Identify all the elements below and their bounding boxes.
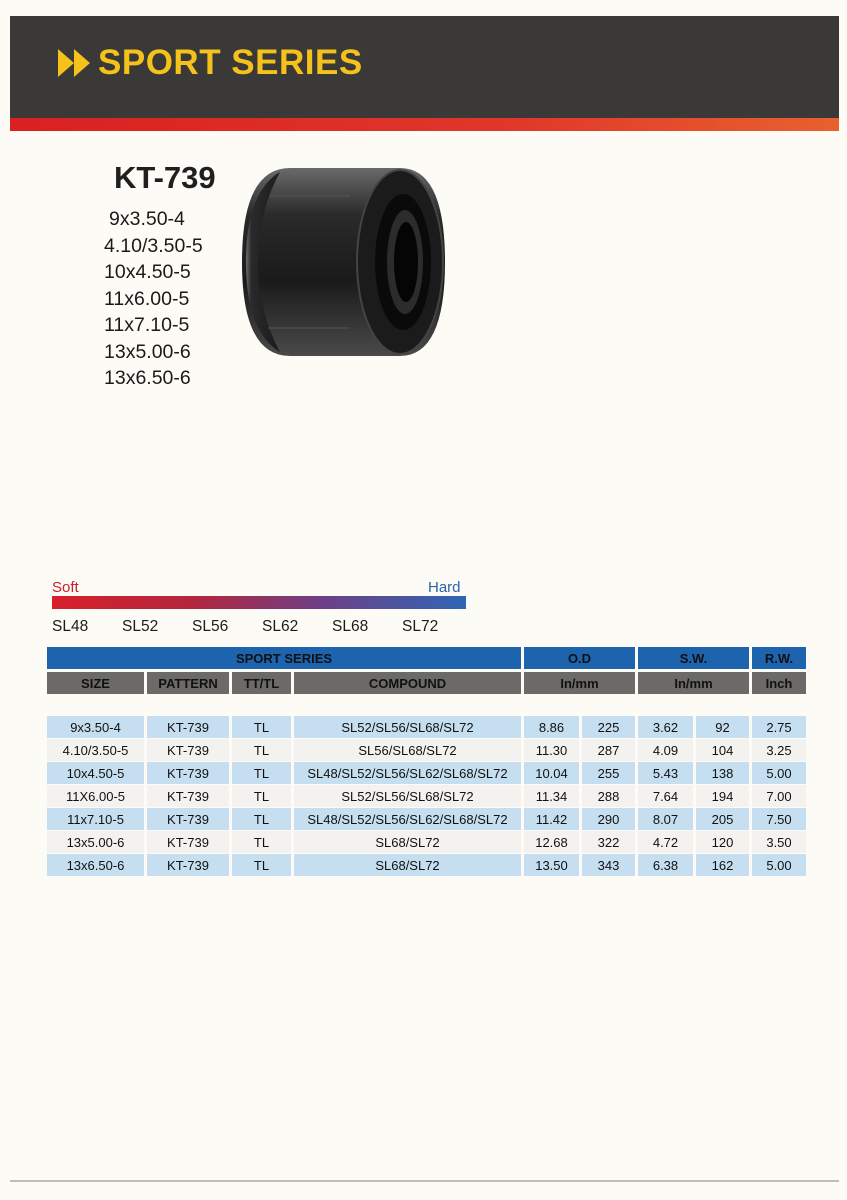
cell-tttl: TL [232, 739, 291, 762]
cell-od-mm: 322 [582, 831, 635, 854]
cell-od-in: 10.04 [524, 762, 579, 785]
table-column-header [47, 669, 806, 694]
cell-pattern: KT-739 [147, 831, 229, 854]
table-group-header [47, 647, 806, 669]
cell-sw-in: 4.72 [638, 831, 693, 854]
cell-pattern: KT-739 [147, 762, 229, 785]
table-row [47, 785, 806, 808]
size-item: 13x6.50-6 [104, 367, 191, 389]
cell-size: 11x7.10-5 [47, 808, 144, 831]
cell-od-mm: 225 [582, 716, 635, 739]
size-item: 4.10/3.50-5 [104, 234, 203, 257]
cell-compound: SL48/SL52/SL56/SL62/SL68/SL72 [294, 762, 521, 785]
cell-rw: 7.50 [752, 808, 806, 831]
cell-sw-mm: 205 [696, 808, 749, 831]
pattern-header: PATTERN [147, 669, 229, 694]
cell-tttl: TL [232, 762, 291, 785]
cell-od-mm: 288 [582, 785, 635, 808]
series-title: SPORT SERIES [98, 43, 363, 82]
compound-label: SL62 [262, 618, 299, 635]
od-unit-header: In/mm [524, 669, 635, 694]
cell-compound: SL52/SL56/SL68/SL72 [294, 785, 521, 808]
table-row [47, 808, 806, 831]
cell-od-mm: 287 [582, 739, 635, 762]
series-header: SPORT SERIES [47, 647, 521, 669]
size-header: SIZE [47, 669, 144, 694]
double-arrow-icon [58, 49, 90, 77]
size-list [104, 206, 203, 392]
table-row [47, 716, 806, 739]
cell-od-mm: 343 [582, 854, 635, 877]
tttl-header: TT/TL [232, 669, 291, 694]
cell-sw-in: 6.38 [638, 854, 693, 877]
cell-sw-mm: 92 [696, 716, 749, 739]
scale-soft-label: Soft [52, 579, 79, 596]
scale-hard-label: Hard [428, 579, 461, 596]
cell-od-in: 11.42 [524, 808, 579, 831]
cell-tttl: TL [232, 785, 291, 808]
cell-size: 13x5.00-6 [47, 831, 144, 854]
cell-od-in: 8.86 [524, 716, 579, 739]
size-item: 11x7.10-5 [104, 314, 190, 336]
cell-sw-mm: 138 [696, 762, 749, 785]
size-item: 11x6.00-5 [104, 287, 190, 310]
cell-od-in: 12.68 [524, 831, 579, 854]
table-row [47, 762, 806, 785]
cell-sw-mm: 194 [696, 785, 749, 808]
cell-compound: SL48/SL52/SL56/SL62/SL68/SL72 [294, 808, 521, 831]
cell-sw-in: 7.64 [638, 785, 693, 808]
table-row [47, 739, 806, 762]
cell-rw: 3.50 [752, 831, 806, 854]
page-title [58, 43, 363, 83]
cell-pattern: KT-739 [147, 739, 229, 762]
sw-unit-header: In/mm [638, 669, 749, 694]
table-row [47, 854, 806, 877]
cell-tttl: TL [232, 808, 291, 831]
cell-tttl: TL [232, 716, 291, 739]
cell-sw-in: 5.43 [638, 762, 693, 785]
cell-sw-in: 3.62 [638, 716, 693, 739]
sw-header: S.W. [638, 647, 749, 669]
footer-rule [10, 1180, 839, 1182]
compound-scale [52, 618, 472, 636]
cell-rw: 3.25 [752, 739, 806, 762]
cell-od-mm: 290 [582, 808, 635, 831]
cell-size: 13x6.50-6 [47, 854, 144, 877]
cell-od-in: 13.50 [524, 854, 579, 877]
size-item: 9x3.50-4 [109, 208, 185, 230]
cell-size: 10x4.50-5 [47, 762, 144, 785]
accent-stripe [10, 118, 839, 131]
tire-image [240, 162, 450, 362]
cell-od-mm: 255 [582, 762, 635, 785]
spec-table [44, 647, 809, 877]
hardness-gradient-bar [52, 596, 466, 609]
od-header: O.D [524, 647, 635, 669]
compound-label: SL68 [332, 618, 369, 635]
cell-pattern: KT-739 [147, 716, 229, 739]
rw-unit-header: Inch [752, 669, 806, 694]
cell-sw-in: 8.07 [638, 808, 693, 831]
cell-rw: 5.00 [752, 762, 806, 785]
cell-od-in: 11.34 [524, 785, 579, 808]
cell-compound: SL68/SL72 [294, 854, 521, 877]
table-row [47, 831, 806, 854]
cell-sw-mm: 104 [696, 739, 749, 762]
compound-label: SL48 [52, 618, 89, 635]
model-name: KT-739 [114, 160, 216, 195]
rw-header: R.W. [752, 647, 806, 669]
cell-rw: 2.75 [752, 716, 806, 739]
cell-sw-mm: 162 [696, 854, 749, 877]
cell-pattern: KT-739 [147, 785, 229, 808]
cell-rw: 5.00 [752, 854, 806, 877]
cell-compound: SL56/SL68/SL72 [294, 739, 521, 762]
compound-label: SL72 [402, 618, 439, 635]
cell-compound: SL52/SL56/SL68/SL72 [294, 716, 521, 739]
cell-od-in: 11.30 [524, 739, 579, 762]
cell-size: 4.10/3.50-5 [47, 739, 144, 762]
size-item: 10x4.50-5 [104, 261, 191, 283]
cell-size: 11X6.00-5 [47, 785, 144, 808]
cell-tttl: TL [232, 854, 291, 877]
cell-sw-in: 4.09 [638, 739, 693, 762]
cell-pattern: KT-739 [147, 808, 229, 831]
cell-compound: SL68/SL72 [294, 831, 521, 854]
compound-header: COMPOUND [294, 669, 521, 694]
cell-sw-mm: 120 [696, 831, 749, 854]
compound-label: SL52 [122, 618, 159, 635]
cell-pattern: KT-739 [147, 854, 229, 877]
compound-label: SL56 [192, 618, 229, 635]
cell-size: 9x3.50-4 [47, 716, 144, 739]
cell-tttl: TL [232, 831, 291, 854]
cell-rw: 7.00 [752, 785, 806, 808]
size-item: 13x5.00-6 [104, 340, 191, 363]
